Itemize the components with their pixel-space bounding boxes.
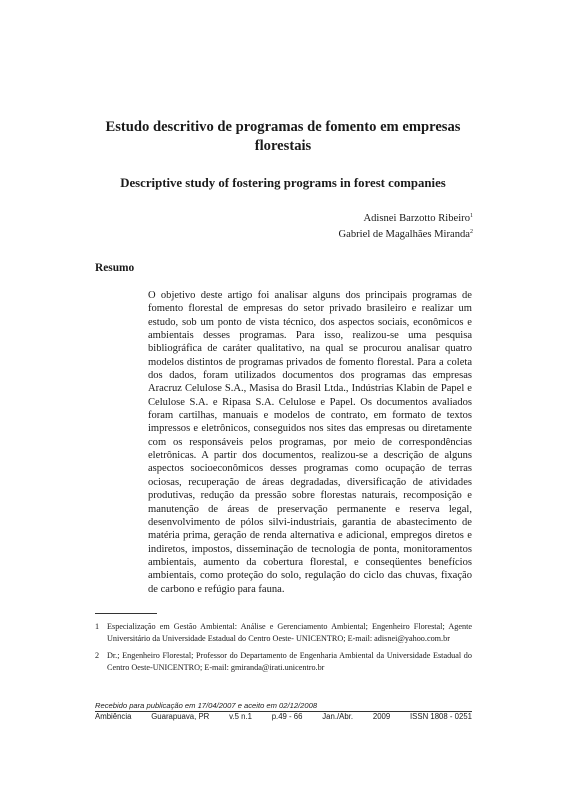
journal-volume: v.5 n.1 (229, 712, 252, 721)
abstract-text: O objetivo deste artigo foi analisar alguns dos principais programas de fomento florestal de empresas do setor privado brasileiro e realizar um estudo, sob um ponto de vista técnico, dos aspectos sociais, econômicos e ambientais desses programas. Para isso, realizou-se uma pesquisa bibliográfica de caráter qualitativo, na qual se procurou analisar quatro modelos distintos de programas privados de fomento florestal. Para a coleta dos dados, foram utilizados documentos dos programas das empresas Aracruz Celulose S.A., Masisa do Brasil Ltda., Indústrias Klabin de Papel e Celulose S.A. e Ripasa S.A. Celulose e Papel. Os documentos avaliados foram cartilhas, manuais e modelos de contrato, em formato de textos impressos e eletrônicos, conseguidos nos sites das empresas ou diretamente com os responsáveis pelos programas, por meio de correspondências eletrônicas. A partir dos documentos, realizou-se a descrição de alguns aspectos socioeconômicos desses programas como ocupação de terras ociosas, recuperação de áreas degradadas, diversificação de atividades produtivas, redução da pressão sobre florestas naturais, recomposição e manutenção de áreas de preservação permanente e reserva legal, desenvolvimento de pólos silvi-industriais, garantia de abastecimento de matéria prima, geração de renda alternativa e adicional, empregos diretos e indiretos, impostos, disseminação de tecnologia de ponta, monitoramentos ambientais, aumento da cobertura florestal, e conseqüentes benefícios ambientais, como proteção do solo, regulação do ciclo das chuvas, fixação de carbono e refúgio para fauna. (148, 290, 472, 595)
journal-name: Ambiência (95, 712, 132, 721)
author-2 (339, 227, 474, 243)
author-1 (339, 211, 474, 227)
journal-date: Jan./Abr. (322, 712, 354, 721)
article-title-line-1: Estudo descritivo de programas de fomento em empresas (105, 119, 461, 135)
footnotes (95, 621, 472, 679)
received-note: Recebido para publicação em 17/04/2007 e aceito em 02/12/2008 (95, 701, 318, 710)
article-title-en: Descriptive study of fostering programs in forest companies (120, 176, 446, 190)
footnote-2 (95, 650, 472, 673)
footnote-1-text: Especialização em Gestão Ambiental: Análise e Gerenciamento Ambiental; Engenheiro Florestal; Agente Universitário da Universidade Estadual do Centro Oeste- UNICENTRO; E-mail: adisnei@yahoo.com.br (107, 622, 472, 643)
footnote-2-text: Dr.; Engenheiro Florestal; Professor do Departamento de Engenharia Ambiental da Universidade Estadual do Centro Oeste-UNICENTRO; E-mail: gmiranda@irati.unicentro.br (107, 651, 472, 672)
footnote-1 (95, 621, 472, 644)
author-2-ref: 2 (470, 228, 473, 235)
author-2-name: Gabriel de Magalhães Miranda (338, 228, 470, 240)
resumo-heading: Resumo (95, 262, 135, 274)
article-title-line-2: florestais (254, 138, 312, 154)
author-1-name: Adisnei Barzotto Ribeiro (363, 213, 470, 224)
journal-year: 2009 (372, 712, 391, 721)
footnote-divider (95, 613, 157, 614)
footnote-2-number: 2 (95, 651, 100, 660)
journal-issn: ISSN 1808 - 0251 (410, 712, 472, 721)
article-title-pt (80, 118, 486, 156)
author-1-ref: 1 (470, 213, 473, 219)
author-list (339, 211, 474, 242)
journal-city: Guarapuava, PR (151, 712, 210, 721)
journal-info-bar (95, 712, 472, 721)
journal-pages: p.49 - 66 (271, 712, 303, 721)
footnote-1-number: 1 (95, 622, 100, 631)
